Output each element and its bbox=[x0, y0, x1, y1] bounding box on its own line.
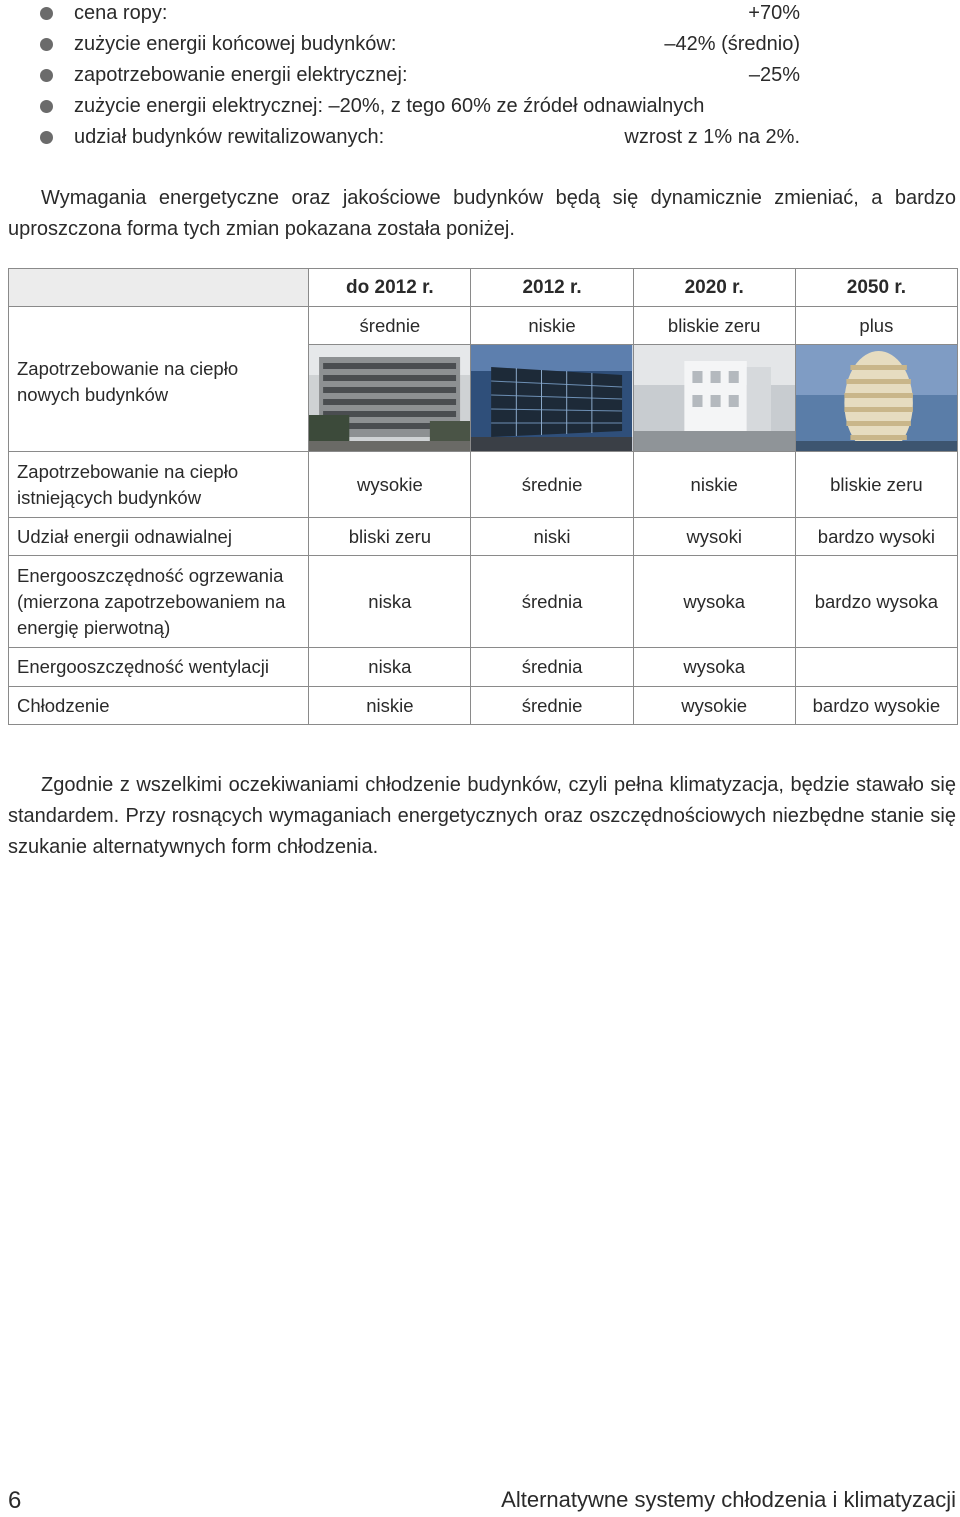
bullet-dot-icon bbox=[40, 100, 53, 113]
year-header: 2050 r. bbox=[795, 269, 957, 307]
bullet-label: zapotrzebowanie energii elektrycznej: bbox=[74, 64, 408, 86]
row-value: wysokie bbox=[633, 687, 795, 725]
row-value: bardzo wysoki bbox=[795, 518, 957, 556]
bullet-dot-icon bbox=[40, 7, 53, 20]
year-header: 2012 r. bbox=[471, 269, 633, 307]
row-value: bliskie zeru bbox=[795, 452, 957, 518]
bullet-value: +70% bbox=[748, 2, 800, 24]
old-office-building-photo bbox=[309, 345, 470, 451]
new-buildings-label: Zapotrzebowanie na ciepło nowych budynków bbox=[9, 307, 309, 452]
table-row bbox=[9, 687, 958, 725]
row-label: Energooszczędność wentylacji bbox=[9, 648, 309, 687]
conclusion-paragraph: Zgodnie z wszelkimi oczekiwaniami chłodzenie budynków, czyli pełna klimatyzacja, będzie stawało się standardem. Przy rosnących wymaganiach energetycznych oraz oszczędnościowych niezbędne stanie się szukanie alternatywnych form chłodzenia. bbox=[8, 774, 956, 858]
table-row bbox=[9, 518, 958, 556]
building-requirements-table bbox=[8, 268, 958, 725]
row-label: Energooszczędność ogrzewania (mierzona zapotrzebowaniem na energię pierwotną) bbox=[9, 556, 309, 648]
table-row bbox=[9, 648, 958, 687]
year-header-row bbox=[9, 269, 958, 307]
bullet-item bbox=[40, 31, 800, 62]
running-footer-title: Alternatywne systemy chłodzenia i klimatyzacji bbox=[501, 1487, 956, 1512]
standard-cell: plus bbox=[795, 307, 957, 345]
year-header: do 2012 r. bbox=[309, 269, 471, 307]
photo-cell bbox=[795, 345, 957, 452]
row-value: średnia bbox=[471, 648, 633, 687]
row-value: średnia bbox=[471, 556, 633, 648]
row-value: wysoki bbox=[633, 518, 795, 556]
bullet-label: zużycie energii elektrycznej: –20%, z tego 60% ze źródeł odnawialnych bbox=[74, 95, 705, 117]
row-value: średnie bbox=[471, 452, 633, 518]
year-header: 2020 r. bbox=[633, 269, 795, 307]
bullet-dot-icon bbox=[40, 131, 53, 144]
standard-cell: bliskie zeru bbox=[633, 307, 795, 345]
row-value: bardzo wysokie bbox=[795, 687, 957, 725]
row-value: niski bbox=[471, 518, 633, 556]
standard-row bbox=[9, 307, 958, 345]
corner-cell bbox=[9, 269, 309, 307]
row-value: wysokie bbox=[309, 452, 471, 518]
table-row bbox=[9, 452, 958, 518]
photo-cell bbox=[309, 345, 471, 452]
bullet-label: zużycie energii końcowej budynków: bbox=[74, 33, 397, 55]
row-value bbox=[795, 648, 957, 687]
row-label: Chłodzenie bbox=[9, 687, 309, 725]
bullet-dot-icon bbox=[40, 69, 53, 82]
page-number: 6 bbox=[8, 1487, 22, 1514]
bullet-list bbox=[40, 0, 800, 155]
bullet-label: cena ropy: bbox=[74, 2, 168, 24]
row-value: średnie bbox=[471, 687, 633, 725]
bullet-item bbox=[40, 62, 800, 93]
row-value: niska bbox=[309, 556, 471, 648]
row-value: wysoka bbox=[633, 556, 795, 648]
green-tower-building-photo bbox=[796, 345, 957, 451]
bullet-value: –25% bbox=[748, 64, 800, 86]
bullet-item bbox=[40, 93, 800, 124]
glass-office-building-photo bbox=[471, 345, 632, 451]
bullet-label: udział budynków rewitalizowanych: bbox=[74, 126, 385, 148]
row-label: Zapotrzebowanie na ciepło istniejących budynków bbox=[9, 452, 309, 518]
row-value: niska bbox=[309, 648, 471, 687]
row-value: bardzo wysoka bbox=[795, 556, 957, 648]
intro-paragraph: Wymagania energetyczne oraz jakościowe budynków będą się dynamicznie zmieniać, a bardzo uproszczona forma tych zmian pokazana została poniżej. bbox=[8, 187, 956, 240]
bullet-value: –42% (średnio) bbox=[664, 33, 800, 55]
standard-cell: niskie bbox=[471, 307, 633, 345]
bullet-item bbox=[40, 0, 800, 31]
photo-cell bbox=[471, 345, 633, 452]
row-value: niskie bbox=[309, 687, 471, 725]
white-cube-building-photo bbox=[634, 345, 795, 451]
bullet-value: wzrost z 1% na 2%. bbox=[624, 126, 800, 148]
row-value: wysoka bbox=[633, 648, 795, 687]
row-value: bliski zeru bbox=[309, 518, 471, 556]
row-value: niskie bbox=[633, 452, 795, 518]
table-row bbox=[9, 556, 958, 648]
photo-cell bbox=[633, 345, 795, 452]
row-label: Udział energii odnawialnej bbox=[9, 518, 309, 556]
bullet-item bbox=[40, 124, 800, 155]
standard-cell: średnie bbox=[309, 307, 471, 345]
bullet-dot-icon bbox=[40, 38, 53, 51]
